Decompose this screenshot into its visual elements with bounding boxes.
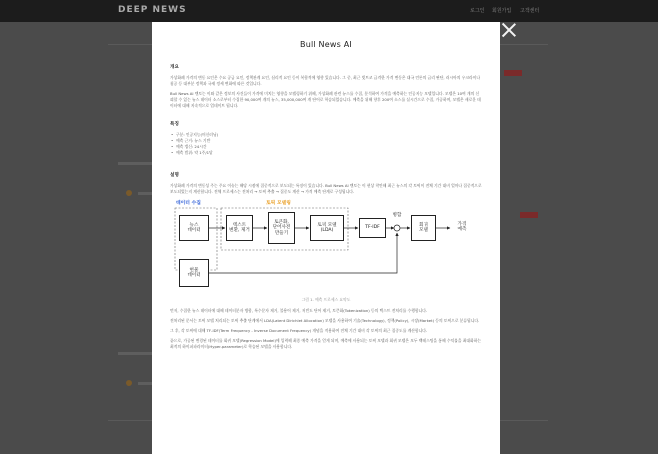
background-badge: [520, 212, 538, 218]
feature-item: • 예측 범위: 약 1주/1달: [170, 150, 482, 156]
nav-support[interactable]: 고객센터: [520, 8, 540, 14]
close-icon[interactable]: [501, 22, 517, 38]
diagram-connectors: [170, 199, 482, 293]
process-paragraph: 먼저, 수집한 뉴스 데이터에 대해 데이터분자 병합, 특수문자 제거, 불용어 제거, 저빈도 단어 제거, 토큰화(Tokenization) 등의 텍스트 전처리를 수행합니다.: [170, 308, 428, 313]
label-topic-modeling: 토픽 모델링: [266, 201, 291, 206]
process-diagram: [170, 199, 482, 293]
current-data-block: 현물 데이터: [179, 259, 209, 287]
text-preprocess-block: 텍스트 변환, 제거: [226, 215, 253, 241]
feature-item: • 예측 갱신: 24시간: [170, 144, 482, 150]
price-prediction-label: 가격 예측: [457, 222, 467, 233]
background-dot: [126, 380, 132, 386]
nav-login[interactable]: 로그인: [470, 8, 485, 14]
background-badge: [504, 70, 522, 76]
process-paragraph: 끝으로, 가공된 변경된 데이터를 회귀 모델(Regression Model)에 입력해 최종 예측 가격을 얻게 되며, 예측에 사용되는 토픽 모델과 회귀 모델은 모두 백테스팅을 통해 수익률을 최대화하는 최적의 하이퍼파라미터(Hyper-parameter)로 학습된 모델을 사용합니다.: [170, 338, 482, 349]
diagram-caption: 그림 1. 예측 프로세스 요약도: [301, 297, 351, 302]
label-data-collection: 데이터 수집: [176, 201, 201, 206]
description-paragraph: 가상화폐 가격의 변동성 주는 주요 이슈는 해당 시점에 집중적으로 보도되는 특징이 있습니다. Bull News AI 엔토는 이 현상 착안해 최근 뉴스의 각 토픽이 전체 기간 대비 얼마나 집중적으로 보도되었는지 계산합니다. 전체 프로세스는 전처리 → 토픽 추출 → 집중도 계산 → 가격 예측 단계로 구성됩니다.: [170, 183, 482, 194]
site-logo: DEEP NEWS: [118, 5, 187, 15]
background-dot: [126, 190, 132, 196]
news-data-block: 뉴스 데이터: [179, 215, 209, 241]
features-list: [170, 132, 482, 156]
combine-label: 병합: [392, 213, 402, 218]
process-paragraph: 전처리된 문서는 토픽 모델 처리되는 토픽 추출 단계에서 LDA(Latent Dirichlet Allocation) 모델을 사용하여 기술(Technology), 정책(Policy), 시장(Market) 등의 토픽으로 분류됩니다.: [170, 318, 480, 323]
modal-title: Bull News AI: [300, 40, 352, 49]
feature-item: • 예측 근거: 뉴스 기반: [170, 138, 482, 144]
lda-block: 토픽 모델 (LDA): [310, 215, 344, 241]
info-modal: [152, 22, 500, 454]
regression-block: 회귀 모델: [411, 215, 436, 241]
background-header: [0, 0, 658, 22]
description-heading: 설명: [170, 173, 179, 178]
tokenize-block: 토큰화, 단어사전 만들기: [268, 212, 295, 244]
features-heading: 특징: [170, 122, 179, 127]
tfidf-block: TF-IDF: [359, 218, 386, 238]
overview-paragraph: 가상화폐 가격의 변동 요인은 수요 공급 요인, 정책관계 요인, 심리적 요인 등이 복합적에 영향 있습니다. 그 중, 최근 빗트코 급격한 가격 변동은 대국 언론의 급리 판단, 러시아의 우크라이나 침공 등 대부분 정책과 국제 정세 변화에 따른 것입니다.: [170, 75, 481, 86]
overview-heading: 개요: [170, 65, 179, 70]
process-paragraph: 그 후, 각 토픽에 대해 TF-IDF(Term Frequency - Inverse Document Frequency) 개념을 적용하여 전체 기간 대비 각 토픽의 최근 집중도를 계산합니다.: [170, 328, 428, 333]
nav-signup[interactable]: 회원가입: [492, 8, 512, 14]
feature-item: • 구분: 인공지능(머신러닝): [170, 132, 482, 138]
overview-paragraph: Bull News AI 엔토는 이와 같은 정보의 사건들이 가격에 미치는 영향을 모델링하기 위해, 가상화폐 관련 뉴스를 수집, 분석하여 가격을 예측하는 인공지능 모델입니다. 모델은 10여 개의 신뢰할 수 있는 뉴스 데이터 소스로부터 수집한 90,000여 개의 뉴스, 35,000,000여 개 단어로 학습되었습니다. 예측을 위해 향후 200여 소스를 실시간으로 수집, 가공하며, 모델은 새로운 데이터에 대해 지속적으로 업데이트 됩니다.: [170, 91, 481, 108]
